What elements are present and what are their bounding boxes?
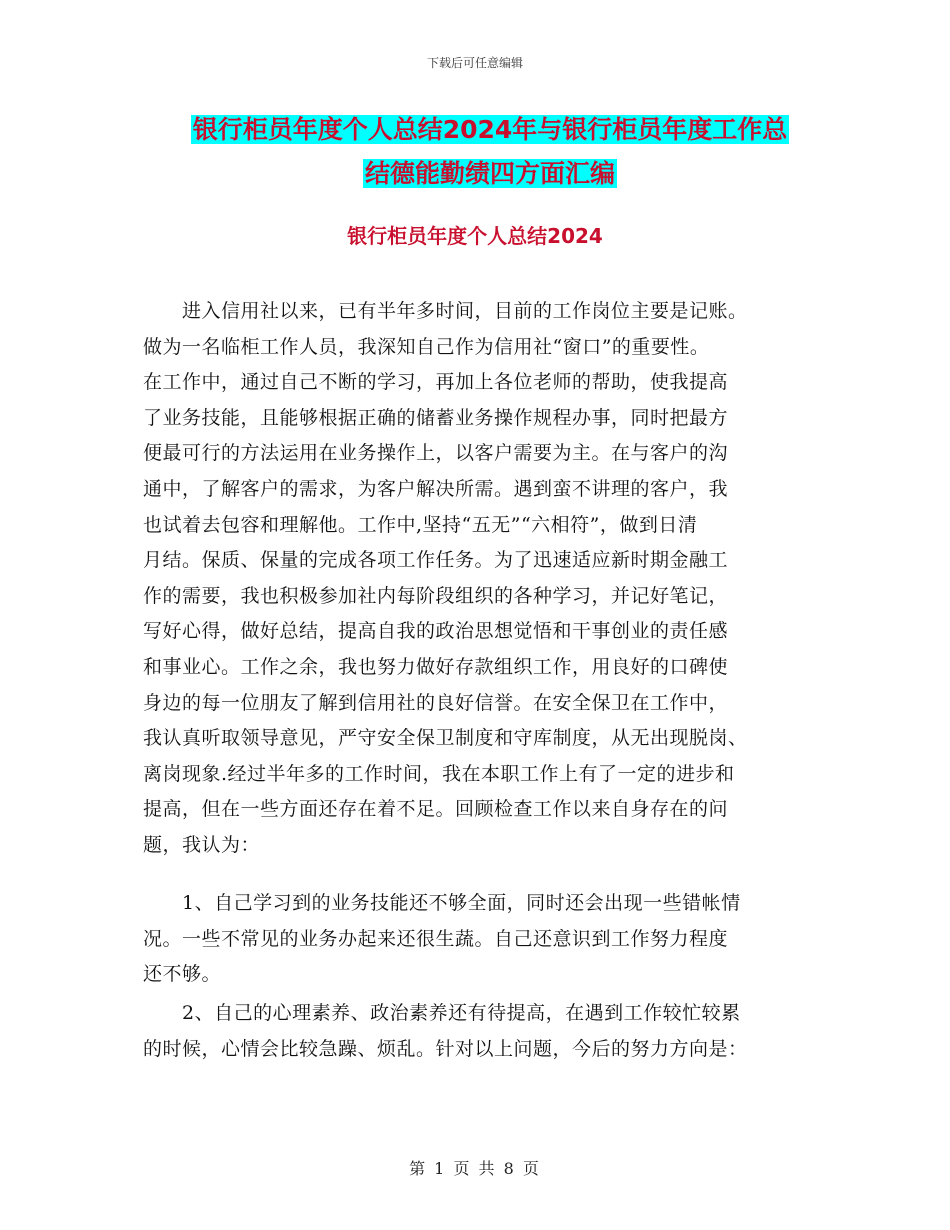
paragraph-line: 1、自己学习到的业务技能还不够全面，同时还会出现一些错帐情	[143, 892, 741, 914]
paragraph-line: 作的需要，我也积极参加社内每阶段组织的各种学习，并记好笔记，	[143, 584, 729, 607]
paragraph-line: 月结。保质、保量的完成各项工作任务。为了迅速适应新时期金融工	[143, 549, 729, 572]
document-title	[160, 108, 820, 196]
paragraph-line: 还不够。	[143, 963, 222, 986]
document-title-line-1: 银行柜员年度个人总结2024年与银行柜员年度工作总	[192, 115, 788, 144]
paragraph-line: 提高，但在一些方面还存在着不足。回顾检查工作以来自身存在的问	[143, 798, 729, 821]
paragraph-line: 了业务技能，且能够根据正确的储蓄业务操作规程办事，同时把最方	[143, 406, 729, 429]
paragraph-line: 身边的每一位朋友了解到信用社的良好信誉。在安全保卫在工作中，	[143, 691, 729, 714]
paragraph-line: 2、自己的心理素养、政治素养还有待提高，在遇到工作较忙较累	[143, 1002, 741, 1024]
page-number: 第 1 页 共 8 页	[409, 1159, 541, 1178]
paragraph-line: 通中，了解客户的需求，为客户解决所需。遇到蛮不讲理的客户，我	[143, 477, 729, 500]
paragraph-line: 的时候，心情会比较急躁、烦乱。针对以上问题，今后的努力方向是：	[143, 1037, 748, 1060]
paragraph-line: 离岗现象.经过半年多的工作时间，我在本职工作上有了一定的进步和	[143, 762, 735, 785]
paragraph-line: 进入信用社以来，已有半年多时间，目前的工作岗位主要是记账。	[143, 300, 748, 322]
paragraph-line: 和事业心。工作之余，我也努力做好存款组织工作，用良好的口碑使	[143, 655, 729, 678]
paragraph-line: 题，我认为：	[143, 833, 261, 856]
paragraph-3	[143, 996, 815, 1067]
paragraph-line: 我认真听取领导意见，严守安全保卫制度和守库制度，从无出现脱岗、	[143, 727, 748, 750]
paragraph-line: 做为一名临柜工作人员，我深知自己作为信用社“窗口”的重要性。	[143, 335, 710, 358]
paragraph-line: 写好心得，做好总结，提高自我的政治思想觉悟和干事创业的责任感	[143, 620, 729, 643]
paragraph-line: 况。一些不常见的业务办起来还很生蔬。自己还意识到工作努力程度	[143, 927, 729, 950]
paragraph-line: 在工作中，通过自己不断的学习，再加上各位老师的帮助，使我提高	[143, 371, 729, 394]
page-header-note: 下载后可任意编辑	[426, 56, 523, 70]
section-title: 银行柜员年度个人总结2024	[347, 224, 603, 248]
paragraph-2	[143, 886, 815, 993]
paragraph-1	[143, 294, 815, 864]
paragraph-line: 也试着去包容和理解他。工作中,坚持“五无”“六相符”，做到日清	[143, 513, 698, 536]
document-title-line-2: 结德能勤绩四方面汇编	[364, 159, 615, 188]
paragraph-line: 便最可行的方法运用在业务操作上，以客户需要为主。在与客户的沟	[143, 442, 729, 465]
